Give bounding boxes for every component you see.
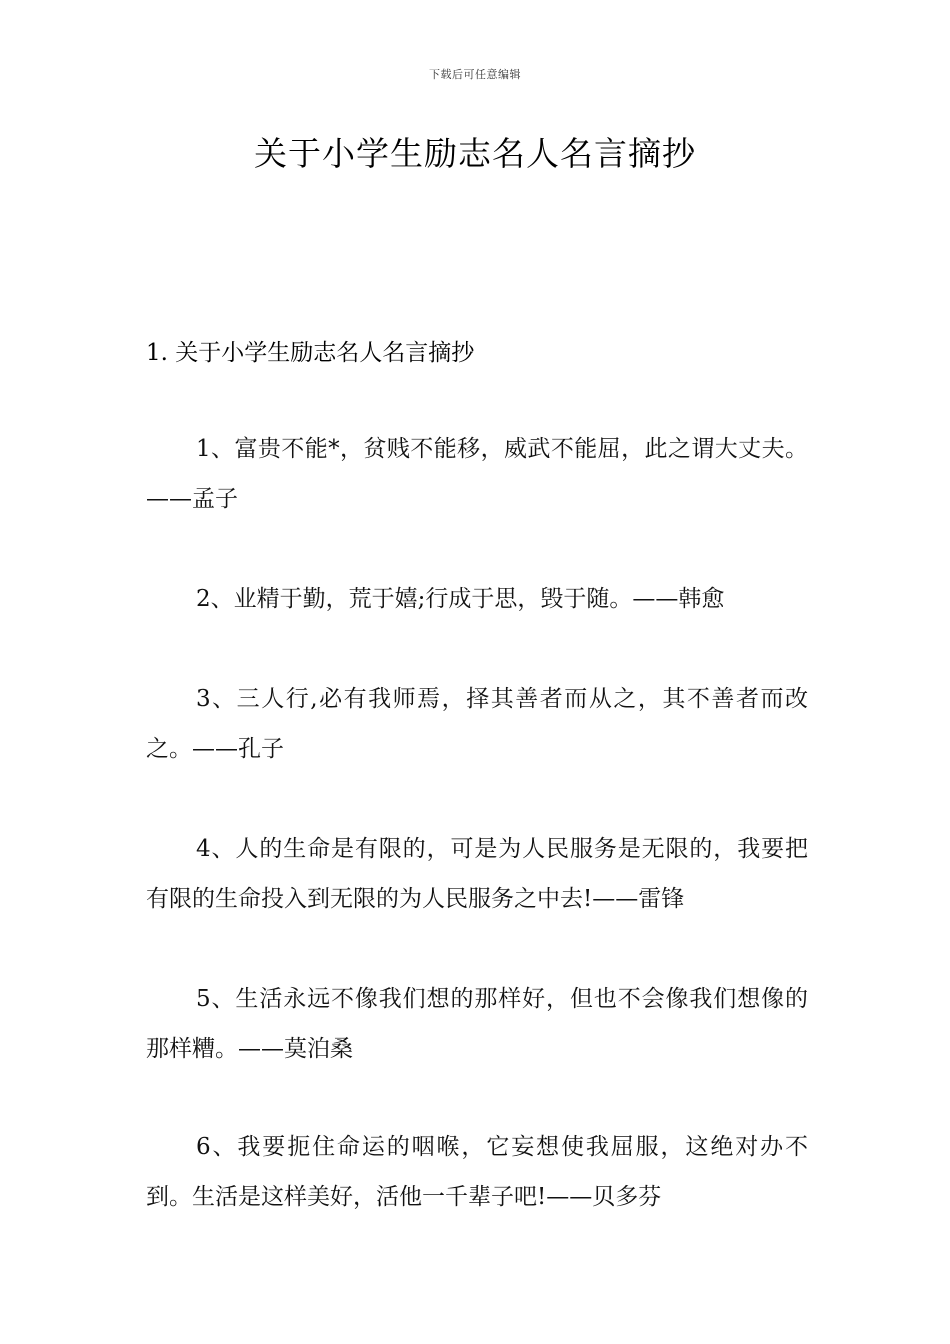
document-title: 关于小学生励志名人名言摘抄 <box>254 134 696 173</box>
quote-text: 6、我要扼住命运的咽喉，它妄想使我屈服，这绝对办不到。生活是这样美好，活他一千辈子吧!——贝多芬 <box>146 1134 808 1210</box>
quote-text: 5、生活永远不像我们想的那样好，但也不会像我们想像的那样糟。——莫泊桑 <box>146 986 808 1062</box>
quote-block <box>146 674 808 774</box>
quote-text: 3、三人行,必有我师焉，择其善者而从之，其不善者而改之。——孔子 <box>146 686 808 762</box>
quote-text: 1、富贵不能*，贫贱不能移，威武不能屈，此之谓大丈夫。——孟子 <box>146 436 808 512</box>
page-header-note: 下载后可任意编辑 <box>429 68 521 81</box>
quote-text: 2、业精于勤，荒于嬉;行成于思，毁于随。——韩愈 <box>196 586 725 612</box>
section-heading: 1. 关于小学生励志名人名言摘抄 <box>146 340 475 366</box>
quote-block <box>146 1122 808 1222</box>
quote-block <box>146 824 808 924</box>
quote-block <box>146 424 808 524</box>
quote-block <box>146 974 808 1074</box>
quote-block <box>146 574 808 624</box>
quote-text: 4、人的生命是有限的，可是为人民服务是无限的，我要把有限的生命投入到无限的为人民服务之中去!——雷锋 <box>146 836 808 912</box>
